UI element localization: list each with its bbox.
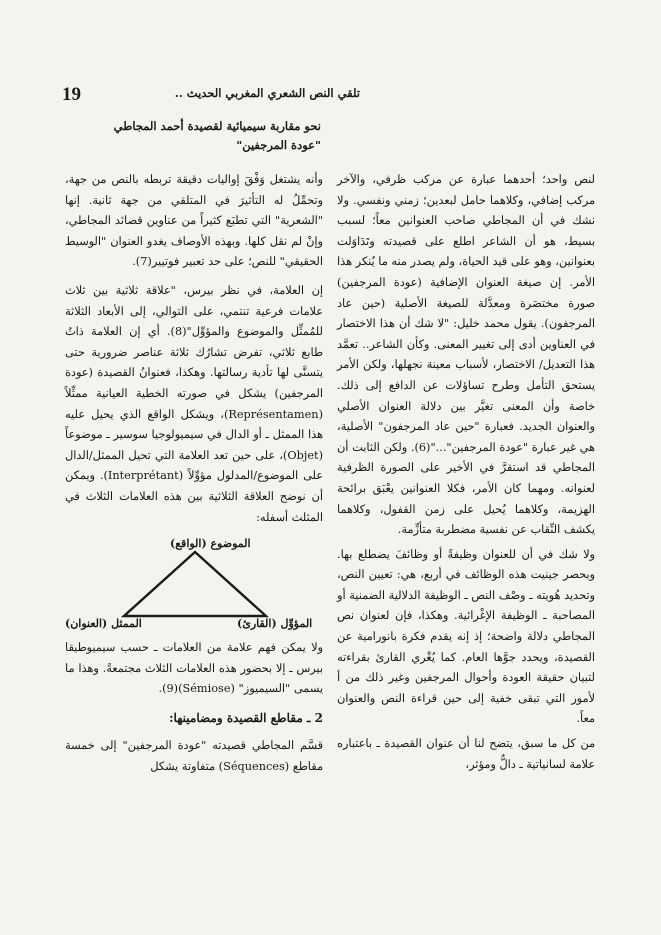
paragraph: من كل ما سبق، يتضح لنا أن عنوان القصيدة ـ باعتباره علامة لسانياتية ـ دالٌّ ومؤثر، (337, 737, 595, 771)
paragraph: وأنه يشتغل وَفْقَ إواليات دقيقة تربطه بالنص من جهة، وتحمِّلُ له التأثيرَ في المتلقي من جهة ثانية. إنها "الشعرية" التي تطبَع كثيراً من عناوين قصائد المجاطي، وإنْ لم نقل كلها. وبهذه الأوصاف يغدو العنوان "الوسيط الحقيقي" للنص؛ على حد تعبير فوتيير(7). (65, 173, 323, 269)
article-subtitle (61, 117, 321, 155)
triangle-shape (120, 548, 270, 620)
triangle-label-interpretant: المؤوِّل (القارئ) (237, 617, 313, 631)
right-column (337, 170, 595, 775)
paragraph: قسَّم المجاطي قصيدته "عودة المرجفين" إلى خمسة مقاطع (Séquences) متفاوتة يشكل (65, 739, 323, 774)
paragraph: ولا يمكن فهم علامة من العلامات ـ حسب سيميوطيقا بيرس ـ إلا بحضور هذه العلامات الثلاث مجتمعةً. وهذا ما يسمى "السيميوز" (Sémiose)(9). (65, 641, 323, 696)
left-column (65, 170, 323, 778)
paragraph: ولا شك في أن للعنوان وظيفةً أو وظائفَ يضطلع بها. وبحصر جينيت هذه الوظائف في أربع، هي: تعيين النص، وتحديد هُويته ـ وصْف النص ـ الوظيفة الدلالية الضمنية أو المصاحبة ـ الوظيفة الإغْرائية. وهكذا، فإن لعنوان نص المجاطي دلالة واضحة؛ إذ إنه يقدم فكرة بانورامية عن القصيدة، ويحدد جوَّها العام. كما يُغْري القارئ بقراءته لتبيان حقيقة العودة وأحوال المرجفين وغير ذلك من أ لأمور التي تبقى خفية إلى حين قراءة النص والعنوان معاً. (337, 547, 595, 726)
semiotic-triangle-diagram (65, 534, 323, 630)
subtitle-line-2: "عودة المرجفين" (236, 138, 321, 152)
running-title: تلقي النص الشعري المغربي الحديث .. (174, 86, 360, 100)
paragraph: إن العلامة، في نظر بيرس، "علاقة ثلاثية بين ثلاث علامات فرعية تنتمي، على التوالي، إلى الأبعاد الثلاثة للمُمثِّل والموضوع والمؤوِّل"(8). أي إن العلامة ذاتُ طابع ثلاثي، تفرض تشارُك ثلاثة عناصر ضرورية حتى يتسنَّى لها تأدية رسالتها. وهكذا، فعنوانُ القصيدة (عودة المرجفين) يشكل في صورته الخطية العيانية ممثِّلاً (Représentamen)، ويشكل الواقع الذي يحيل عليه هذا الممثل ـ أو الدال في سيميولوجيا سوسير ـ موضوعاً (Objet)، على حين تعد العلامة التي تحيل الممثل/الدال على الموضوع/المدلول مؤوِّلاً (Interprétant). ويمكن أن نوضح العلاقة الثلاثية بين هذه العلامات الثلاث في المثلث أسفله: (65, 283, 324, 524)
section-title: 2 ـ مقاطع القصيدة ومضامينها: (169, 710, 323, 725)
page-number: 19 (62, 84, 81, 105)
triangle-label-object: الموضوع (الواقع) (170, 537, 251, 551)
subtitle-line-1: نحو مقاربة سيميائية لقصيدة أحمد المجاطي (113, 119, 321, 133)
triangle-label-representamen: الممثل (العنوان) (65, 617, 142, 631)
paragraph: لنص واحد؛ أحدهما عبارة عن مركب ظرفي، والآخر مركب إضافي، وكلاهما حامل لبعدين؛ زمني ونفسي. ولا نشك في أن المجاطي صاحب العنوانين معاً؛ لسبب بسيط، هو أن الشاعر اطلع على قصيدته وتَدَاوَلت بعنوانين، وهو على قيد الحياة، ولم يصدر منه ما يُنكر هذا الأمر. إن صيغة العنوان الإضافية (عودة المرجفين) صورة مختصَرة ومعدَّلة للصيغة الأصلية (حين عاد المرجفون). يقول محمد خليل: "لا شك أن هذا الاختصار في العناوين أدى إلى تغيير المعنى. وكأن الشاعر.. تعمَّد هذا التعديل/ الاختصار، لأسباب معينة نجهلها، ولكن الأمر يستحق التأمل وطرح تساؤلات عن الدافع إلى ذلك. خاصة وأن المعنى تغيَّر بين دلالة العنوان الأصلي والعنوان الجديد. فعبارة "حين عاد المرجفون" الأصلية، هي غير عبارة "عودة المرجفين"..."(6). ولكن الثابت أن المجاطي قد استقرَّ في الأخير على الصورة الظرفية لعنوانه. ومهما كان الأمر، فكلا العنوانين يعْبَق برائحة الهزيمة، وكلاهما يُحيل على زمن القفول، وكلاهما يكشف النِّقاب عن نفسية مضطربة متأزِّمة. (337, 173, 595, 537)
